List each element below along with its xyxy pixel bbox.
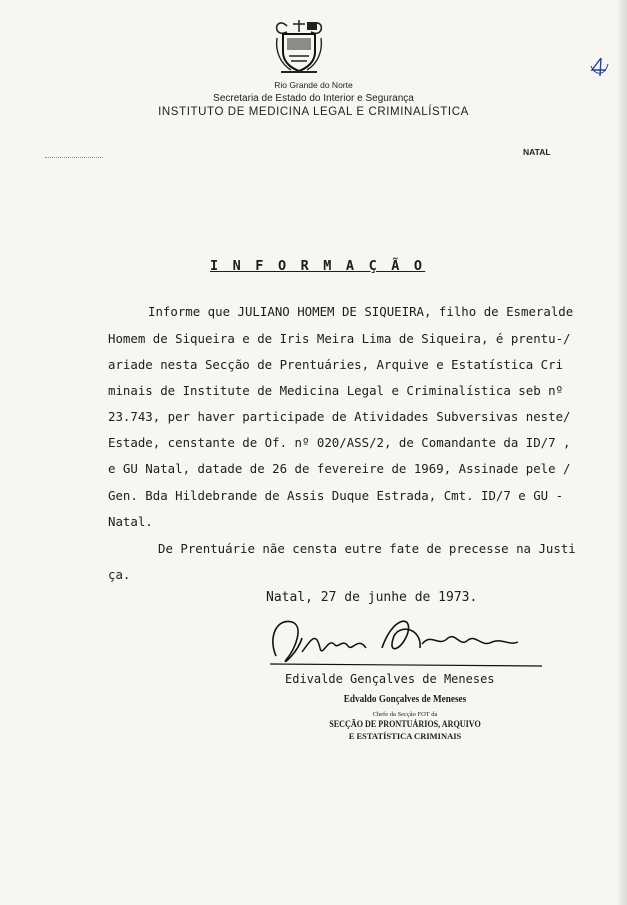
state-coat-of-arms-icon — [271, 18, 327, 76]
body-line: ça. — [108, 567, 131, 582]
handwritten-signature — [262, 608, 547, 678]
header-state: Rio Grande do Norte — [274, 80, 353, 90]
document-date: Natal, 27 de junhe de 1973. — [266, 590, 478, 605]
scan-shadow — [617, 0, 627, 905]
header-secretariat: Secretaria de Estado do Interior e Segurança — [213, 93, 414, 104]
body-line: Gen. Bda Hildebrande de Assis Duque Estrada, Cmt. ID/7 e GU - — [108, 488, 564, 503]
body-line: Homem de Siqueira e de Iris Meira Lima de Siqueira, é prentu-/ — [108, 331, 571, 346]
body-line: 23.743, per haver participade de Atividades Subversivas neste/ — [108, 409, 571, 424]
body-line: Natal. — [108, 514, 153, 529]
dotted-line — [45, 157, 103, 158]
header-city: NATAL — [523, 147, 551, 157]
body-line: ariade nesta Secção de Prentuáries, Arquive e Estatística Cri — [108, 357, 564, 372]
signer-typed-name: Edivalde Gençalves de Meneses — [285, 672, 495, 686]
document-title: I N F O R M A Ç Ã O — [210, 258, 426, 274]
stamp-section: SECÇÃO DE PRONTUÁRIOS, ARQUIVO — [329, 719, 481, 729]
body-line: Estade, censtante de Of. nº 020/ASS/2, de Comandante da ID/7 , — [108, 435, 571, 450]
stamp-section-2: E ESTATÍSTICA CRIMINAIS — [348, 731, 462, 741]
body-line: e GU Natal, datade de 26 de fevereire de 1969, Assinade pele / — [108, 461, 571, 476]
body-line: minais de Institute de Medicina Legal e Criminalística seb nº — [108, 383, 564, 398]
header-institute: INSTITUTO DE MEDICINA LEGAL E CRIMINALÍSTICA — [158, 106, 469, 118]
stamp-role: Chefe da Secção FOT da — [372, 711, 438, 718]
body-line: De Prentuárie nãe censta eutre fate de precesse na Justi — [158, 541, 576, 556]
handwritten-margin-mark — [589, 56, 609, 78]
stamp-name: Edvaldo Gonçalves de Meneses — [343, 694, 467, 705]
body-line: Informe que JULIANO HOMEM DE SIQUEIRA, filho de Esmeralde — [148, 304, 574, 319]
